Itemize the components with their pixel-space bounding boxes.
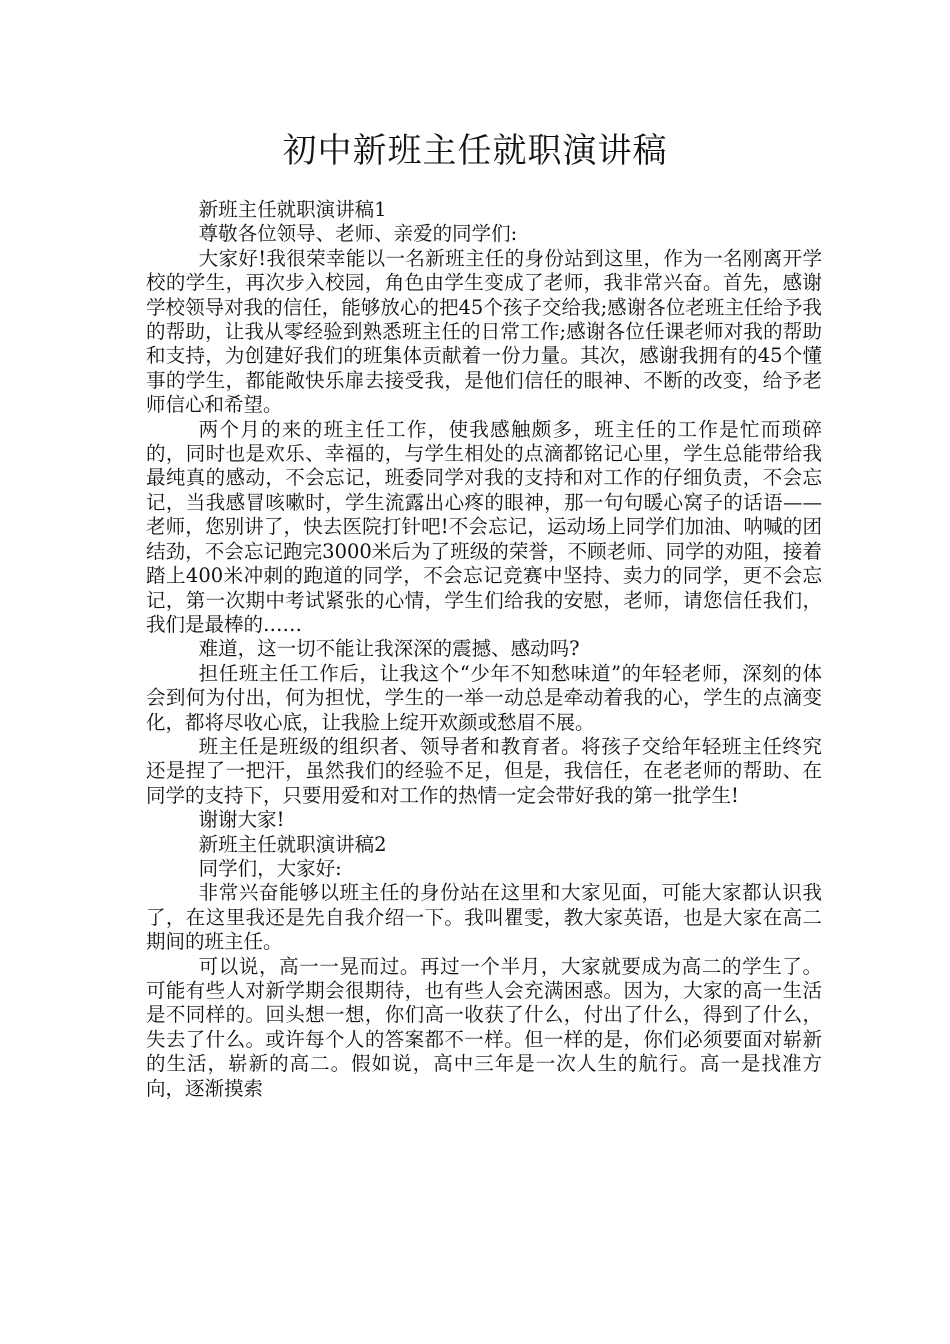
paragraph: 担任班主任工作后，让我这个“少年不知愁味道”的年轻老师，深刻的体会到何为付出，何为担忧，学生的一举一动总是牵动着我的心，学生的点滴变化，都将尽收心底，让我脸上绽开欢颜或愁眉不展。: [146, 661, 822, 734]
paragraph: 非常兴奋能够以班主任的身份站在这里和大家见面，可能大家都认识我了，在这里我还是先自我介绍一下。我叫瞿雯，教大家英语，也是大家在高二期间的班主任。: [146, 881, 822, 954]
salutation-1: 尊敬各位领导、老师、亲爱的同学们:: [198, 222, 518, 246]
paragraph: 班主任是班级的组织者、领导者和教育者。将孩子交给年轻班主任终究还是捏了一把汗，虽然我们的经验不足，但是，我信任，在老老师的帮助、在同学的支持下，只要用爱和对工作的热情一定会带好我的第一批学生!: [146, 734, 822, 807]
section-heading-2: 新班主任就职演讲稿2: [198, 832, 387, 856]
salutation-2: 同学们，大家好:: [198, 856, 342, 880]
closing-line: 谢谢大家!: [198, 808, 285, 832]
paragraph: 难道，这一切不能让我深深的震撼、感动吗?: [198, 637, 580, 661]
paragraph: 两个月的来的班主任工作，使我感触颇多，班主任的工作是忙而琐碎的，同时也是欢乐、幸福的，与学生相处的点滴都铭记心里，学生总能带给我最纯真的感动，不会忘记，班委同学对我的支持和对工作的仔细负责，不会忘记，当我感冒咳嗽时，学生流露出心疼的眼神，那一句句暖心窝子的话语——老师，您别讲了，快去医院打针吧!不会忘记，运动场上同学们加油、呐喊的团结劲，不会忘记跑完3000米后为了班级的荣誉，不顾老师、同学的劝阻，接着踏上400米冲刺的跑道的同学，不会忘记竞赛中坚持、卖力的同学，更不会忘记，第一次期中考试紧张的心情，学生们给我的安慰，老师，请您信任我们，我们是最棒的……: [146, 417, 822, 636]
document-body: [146, 198, 822, 1101]
document-title: 初中新班主任就职演讲稿: [282, 131, 668, 171]
paragraph: 可以说，高一一晃而过。再过一个半月，大家就要成为高二的学生了。可能有些人对新学期会很期待，也有些人会充满困惑。因为，大家的高一生活是不同样的。回头想一想，你们高一收获了什么，付出了什么，得到了什么，失去了什么。或许每个人的答案都不一样。但一样的是，你们必须要面对崭新的生活，崭新的高二。假如说，高中三年是一次人生的航行。高一是找准方向，逐渐摸索: [146, 954, 822, 1100]
section-heading-1: 新班主任就职演讲稿1: [198, 198, 387, 221]
paragraph: 大家好!我很荣幸能以一名新班主任的身份站到这里，作为一名刚离开学校的学生，再次步入校园，角色由学生变成了老师，我非常兴奋。首先，感谢学校领导对我的信任，能够放心的把45个孩子交给我;感谢各位老班主任给予我的帮助，让我从零经验到熟悉班主任的日常工作;感谢各位任课老师对我的帮助和支持，为创建好我们的班集体贡献着一份力量。其次，感谢我拥有的45个懂事的学生，都能敞快乐扉去接受我，是他们信任的眼神、不断的改变，给予老师信心和希望。: [146, 246, 822, 417]
